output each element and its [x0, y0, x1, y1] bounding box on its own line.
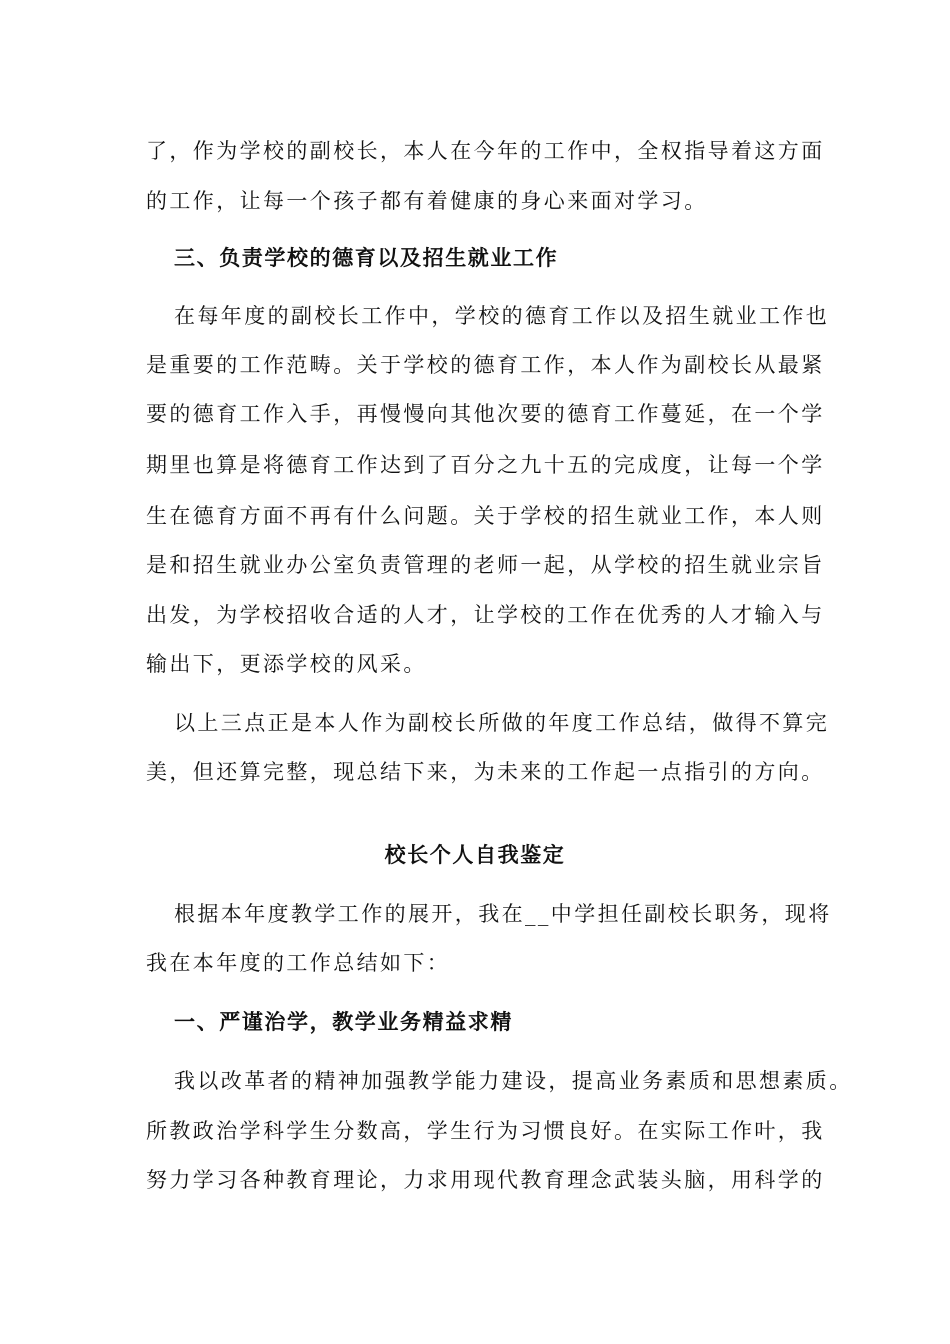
text-line: 所教政治学科学生分数高，学生行为习惯良好。在实际工作叶，我 [146, 1119, 825, 1143]
article-title: 校长个人自我鉴定 [384, 842, 566, 867]
section-heading: 三、负责学校的德育以及招生就业工作 [174, 245, 559, 270]
text-line: 在每年度的副校长工作中，学校的德育工作以及招生就业工作也 [174, 304, 830, 328]
text-line: 根据本年度教学工作的展开，我在__中学担任副校长职务，现将 [174, 902, 832, 926]
text-line: 美，但还算完整，现总结下来，为未来的工作起一点指引的方向。 [146, 760, 825, 784]
text-line: 努力学习各种教育理论，力求用现代教育理念武装头脑，用科学的 [146, 1168, 825, 1192]
text-line: 我在本年度的工作总结如下： [146, 951, 451, 975]
text-line: 出发，为学校招收合适的人才，让学校的工作在优秀的人才输入与 [146, 603, 825, 627]
text-line: 是和招生就业办公室负责管理的老师一起，从学校的招生就业宗旨 [146, 553, 825, 577]
text-line: 我以改革者的精神加强教学能力建设，提高业务素质和思想素质。 [174, 1069, 853, 1093]
text-line: 期里也算是将德育工作达到了百分之九十五的完成度，让每一个学 [146, 453, 825, 477]
text-line: 的工作，让每一个孩子都有着健康的身心来面对学习。 [146, 189, 708, 213]
text-line: 是重要的工作范畴。关于学校的德育工作，本人作为副校长从最紧 [146, 353, 825, 377]
text-line: 要的德育工作入手，再慢慢向其他次要的德育工作蔓延，在一个学 [146, 402, 825, 426]
text-line: 生在德育方面不再有什么问题。关于学校的招生就业工作，本人则 [146, 504, 825, 528]
section-heading: 一、严谨治学，教学业务精益求精 [174, 1009, 513, 1034]
text-line: 了，作为学校的副校长，本人在今年的工作中，全权指导着这方面 [146, 139, 825, 163]
text-line: 输出下，更添学校的风采。 [146, 652, 427, 676]
text-line: 以上三点正是本人作为副校长所做的年度工作总结，做得不算完 [174, 711, 830, 735]
